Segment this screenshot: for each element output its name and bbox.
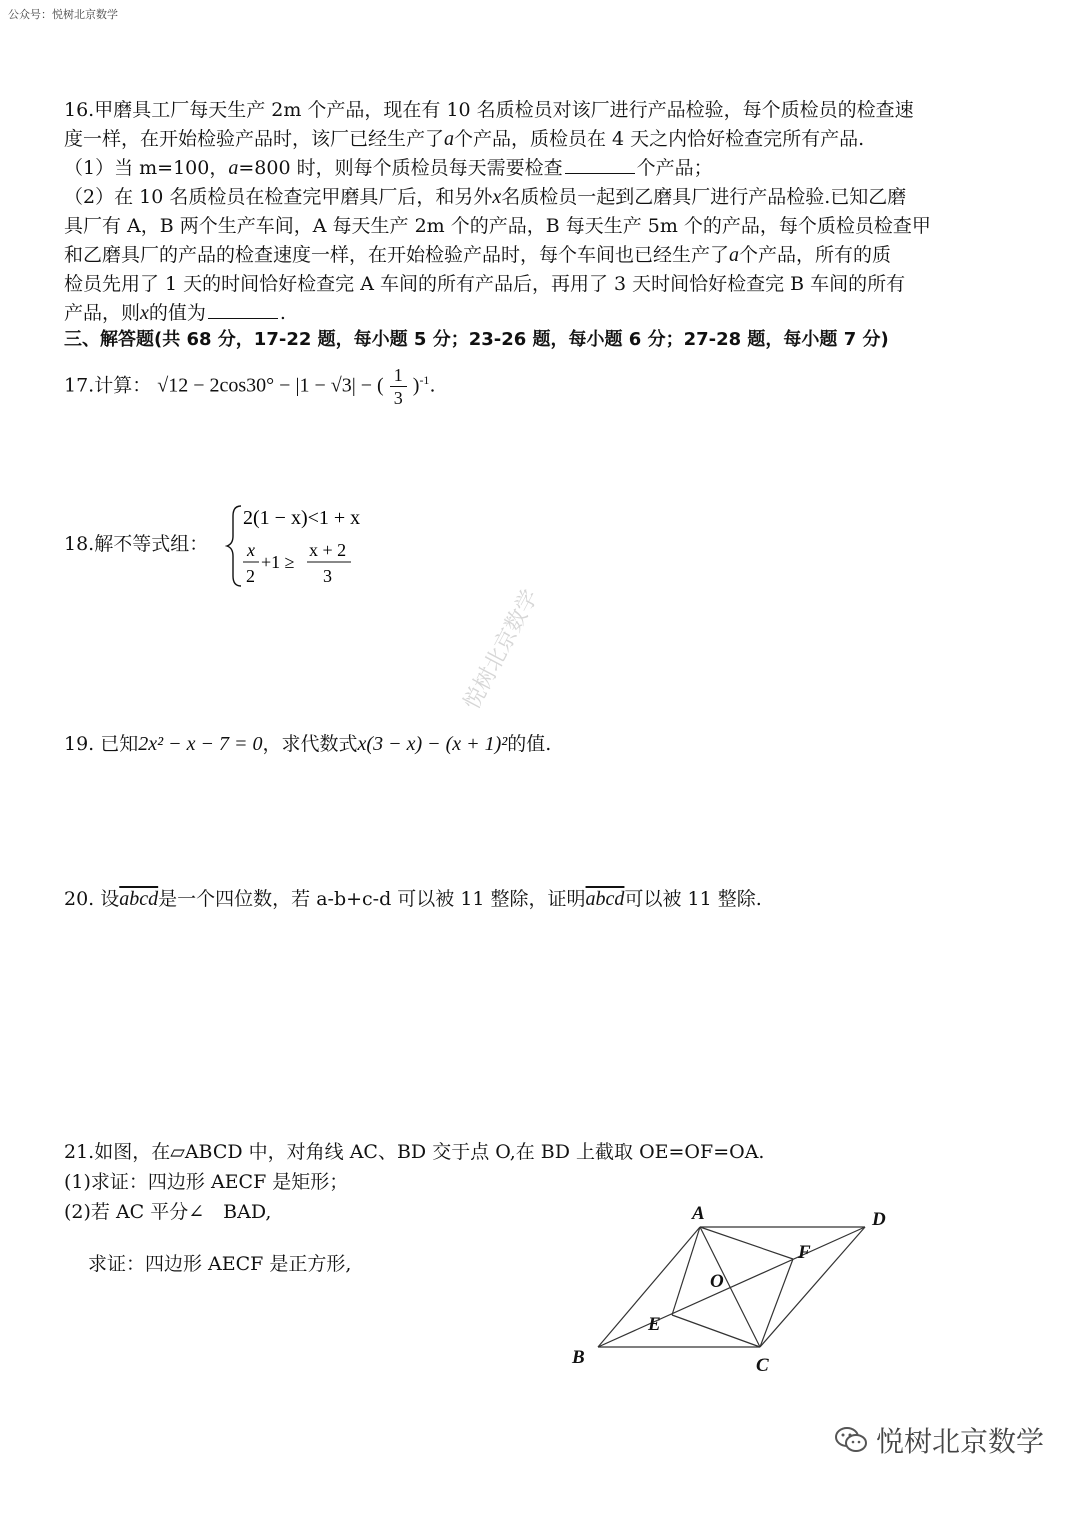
- q17-fraction: $\frac{1}{3}$: [390, 364, 407, 409]
- q20: 20. 设abcd是一个四位数，若 a-b+c-d 可以被 11 整除，证明abcd可以被 11 整除.: [64, 888, 762, 910]
- q16-line-7: 检员先用了 1 天的时间恰好检查完 A 车间的所有产品后，再用了 3 天时间恰好检查完 B 车间的所有: [64, 273, 906, 295]
- ineq-1: 2(1 − x)<1 + x: [243, 507, 361, 529]
- ineq2-left-num: x: [247, 540, 255, 560]
- source-tag: 公众号：悦树北京数学: [8, 8, 118, 21]
- section-heading: 三、解答题(共 68 分，17-22 题，每小题 5 分；23-26 题，每小题 6 分；27-28 题，每小题 7 分): [64, 329, 889, 350]
- diagonal-bd: [598, 1227, 865, 1347]
- q21-line-3: (2)若 AC 平分∠ BAD,: [64, 1201, 272, 1223]
- q18-label: 18.解不等式组：: [64, 533, 209, 555]
- ineq2-left-den: 2: [246, 566, 255, 586]
- q21-line-1: 21.如图，在▱ABCD 中，对角线 AC、BD 交于点 O,在 BD 上截取 OE=OF=OA.: [64, 1141, 765, 1163]
- q16-line-1: 16.甲磨具工厂每天生产 2m 个产品，现在有 10 名质检员对该厂进行产品检验，每个质检员的检查速: [64, 99, 914, 121]
- q16-line-3: （1）当 m=100，a=800 时，则每个质检员每天需要检查 个产品；: [64, 157, 713, 179]
- segment-ea: [672, 1227, 700, 1315]
- label-e: E: [648, 1314, 661, 1335]
- label-d: D: [872, 1209, 886, 1230]
- label-f: F: [798, 1242, 811, 1263]
- answer-blank-2[interactable]: [208, 300, 278, 319]
- brand-footer: [834, 1420, 1044, 1460]
- label-a: A: [692, 1203, 705, 1224]
- q16-line-4: （2）在 10 名质检员在检查完甲磨具厂后，和另外x名质检员一起到乙磨具厂进行产品检验.已知乙磨: [64, 186, 907, 208]
- brace-svg: [225, 500, 385, 592]
- label-c: C: [756, 1355, 769, 1376]
- q17: 17.计算： √12 − 2cos30° − |1 − √3| − ( $\frac{1}{3}$ )$^{-1}$.: [64, 364, 436, 408]
- q16-line-5: 具厂有 A，B 两个生产车间，A 每天生产 2m 个的产品，B 每天生产 5m 个的产品，每个质检员检查甲: [64, 215, 931, 237]
- side-dc: [760, 1227, 865, 1347]
- q16-line-6: 和乙磨具厂的产品的检查速度一样，在开始检验产品时，每个车间也已经生产了a个产品，所有的质: [64, 244, 892, 266]
- brand-text: 悦树北京数学: [875, 1425, 1044, 1458]
- q16-line-8: 产品，则x的值为 .: [64, 302, 286, 324]
- ineq2-right-num: x + 2: [309, 540, 347, 560]
- left-brace: [227, 506, 241, 586]
- watermark: 悦树北京数学: [459, 585, 544, 715]
- ineq2-right-den: 3: [323, 566, 332, 586]
- parallelogram-figure: [560, 1195, 910, 1380]
- q16-line-2: 度一样，在开始检验产品时，该厂已经生产了a个产品，质检员在 4 天之内恰好检查完所有产品.: [64, 128, 865, 150]
- q21-line-4: 求证：四边形 AECF 是正方形,: [88, 1253, 352, 1275]
- label-b: B: [572, 1347, 585, 1368]
- q21-line-2: (1)求证：四边形 AECF 是矩形；: [64, 1171, 349, 1193]
- wechat-icon: [834, 1425, 868, 1455]
- answer-blank-1[interactable]: [565, 155, 635, 174]
- ineq2-middle: +1 ≥: [261, 552, 295, 572]
- q19: 19. 已知2x² − x − 7 = 0，求代数式x(3 − x) − (x + 1)²的值.: [64, 733, 552, 755]
- label-o: O: [710, 1271, 724, 1292]
- q18-inequality-system: [225, 500, 385, 592]
